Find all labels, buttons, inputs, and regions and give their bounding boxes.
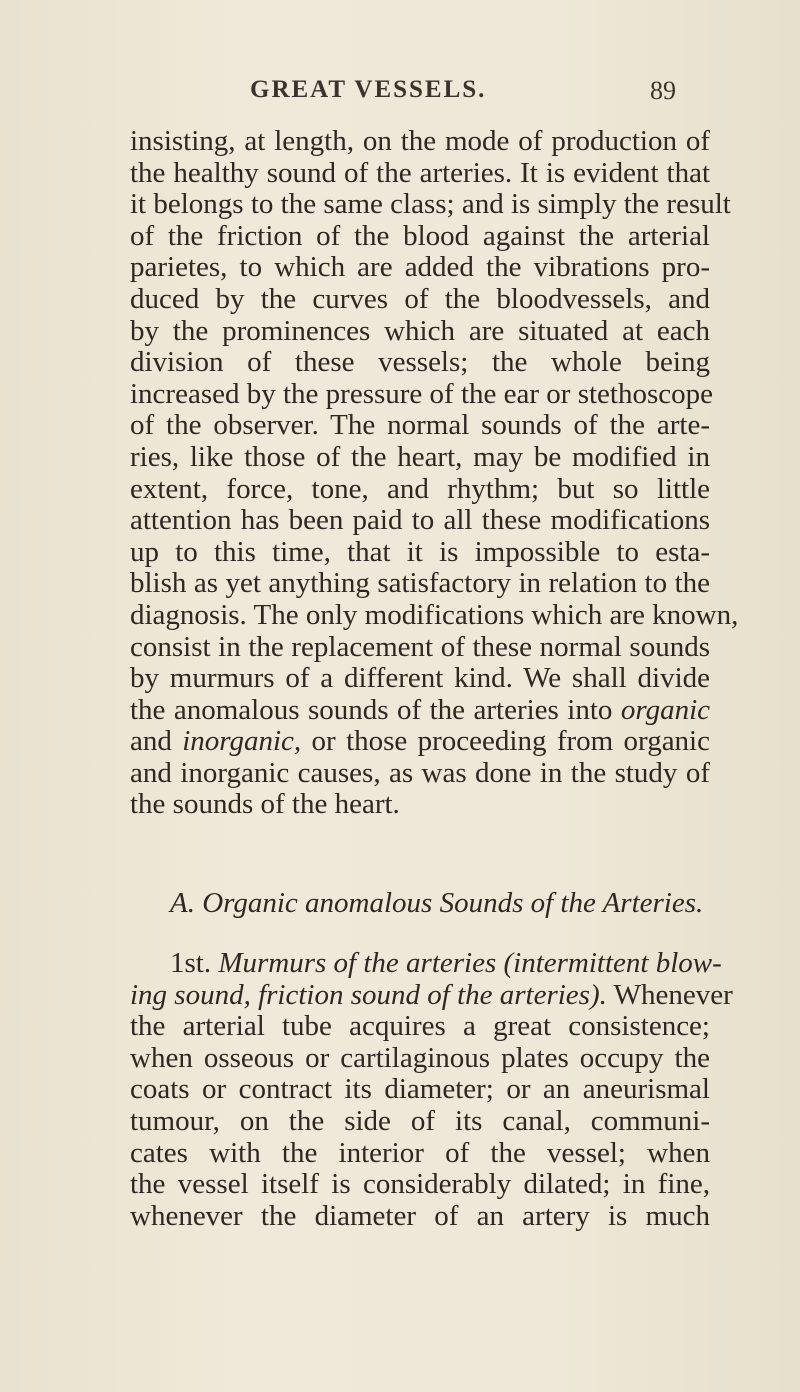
text-line: of the friction of the blood against the arterial <box>130 219 710 252</box>
text-line: duced by the curves of the bloodvessels, and <box>130 282 710 315</box>
text-line: parietes, to which are added the vibrations pro- <box>130 251 710 284</box>
text-line: by the prominences which are situated at each <box>130 314 710 347</box>
text-line: attention has been paid to all these modifications <box>130 504 710 537</box>
text-line: of the observer. The normal sounds of the arte- <box>130 409 710 442</box>
text-line: it belongs to the same class; and is simply the result <box>130 188 731 221</box>
italic-term: inorganic, <box>182 725 302 758</box>
text-line: tumour, on the side of its canal, communi- <box>130 1104 710 1137</box>
text-line: the healthy sound of the arteries. It is evident that <box>130 156 710 189</box>
running-head-title: GREAT VESSELS. <box>250 76 487 103</box>
section-heading: A. Organic anomalous Sounds of the Arteries. <box>170 887 704 919</box>
text-line: increased by the pressure of the ear or stethoscope <box>130 377 713 410</box>
text-line: insisting, at length, on the mode of production of <box>130 125 710 157</box>
text-line: and inorganic causes, as was done in the study of <box>130 756 710 789</box>
running-head <box>0 76 800 110</box>
italic-term: Murmurs of the arteries (intermittent blow- <box>218 947 722 979</box>
text-line: coats or contract its diameter; or an aneurismal <box>130 1073 710 1106</box>
text-line: up to this time, that it is impossible to esta- <box>130 535 710 568</box>
text-segment: the anomalous sounds of the arteries into <box>130 693 613 726</box>
text-line <box>130 695 710 727</box>
text-line: consist in the replacement of these normal sounds <box>130 630 710 663</box>
italic-term: ing sound, friction sound of the arteries). <box>130 978 607 1011</box>
text-line: the arterial tube acquires a great consistence; <box>130 1010 710 1043</box>
text-segment: 1st. <box>170 947 212 979</box>
text-line: division of these vessels; the whole being <box>130 346 710 379</box>
text-line: extent, force, tone, and rhythm; but so little <box>130 472 710 505</box>
text-line: by murmurs of a different kind. We shall divide <box>130 662 710 695</box>
text-segment: or those proceeding from organic <box>311 725 710 758</box>
text-line: diagnosis. The only modifications which are known, <box>130 598 739 631</box>
page-number: 89 <box>650 76 676 105</box>
text-line: when osseous or cartilaginous plates occupy the <box>130 1041 710 1074</box>
text-line <box>130 726 710 758</box>
text-line: cates with the interior of the vessel; when <box>130 1136 710 1169</box>
paragraph-1 <box>130 125 739 821</box>
text-segment: and <box>130 725 172 758</box>
text-line <box>130 978 733 1012</box>
text-line: the vessel itself is considerably dilated; in fine, <box>130 1168 710 1201</box>
text-line: the sounds of the heart. <box>130 788 400 821</box>
text-line: whenever the diameter of an artery is much <box>130 1199 710 1232</box>
italic-term: organic <box>620 693 710 726</box>
text-line: ries, like those of the heart, may be modified in <box>130 440 710 473</box>
paragraph-2 <box>130 947 733 1232</box>
text-line: blish as yet anything satisfactory in relation to the <box>130 567 710 600</box>
text-line <box>130 947 722 980</box>
text-segment: Whenever <box>613 978 733 1011</box>
